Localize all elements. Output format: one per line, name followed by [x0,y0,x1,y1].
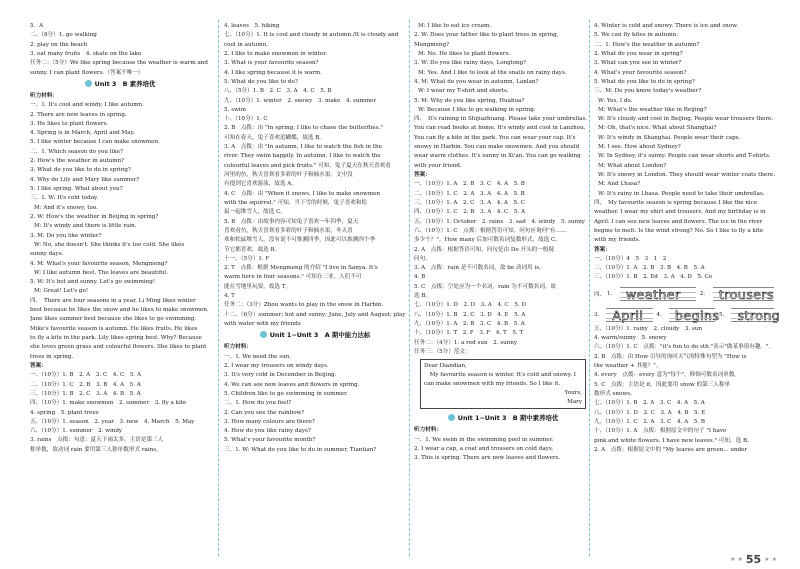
answer-line: 五、（10分）1. October 2. rains 3. sad 4. windy 5. sunny [414,218,585,225]
letter-body-line: can make snowmen with my friends. So I like it. [424,381,561,388]
answer-line: 十、（10分）1. A 点拨：根据原文中的句子 "I have [594,428,727,435]
handwriting-row [594,284,778,304]
star-icon: ★ [764,556,770,563]
answer-line: 3. What is your favourite season? [224,60,319,67]
handwritten-answer: strong [737,307,781,323]
answer-line: Mike's favourite season is autumn. He likes fruits. He likes [30,325,198,332]
answer-line: M: Great! Let's go! [34,288,89,295]
answer-line: 4. warm/sunny 5. snowy [594,335,667,342]
answer-line: sunny. I can plant flowers.（答案不唯一） [30,69,144,76]
answer-line: 十二、（6分）summer; hot and sunny; June, July and August; play [224,311,406,318]
answer-line: 2. There are new leaves in spring. [30,111,127,118]
answer-line: 2. I wear a cap, a coat and trousers on cold days. [414,445,554,452]
answer-line: Mengmeng? [414,41,450,48]
answer-line: W: I like autumn best. The leaves are beautiful. [34,269,169,276]
answer-line: 七、（10分）1. D 2. D 3. A 4. C 5. D [414,302,527,309]
answer-line: 3. What can you see in winter? [594,60,682,67]
handwritten-answer: begins [674,307,720,323]
answer-line: 一、（10分）4 5 3 1 2 [594,255,667,262]
handwritten-answer: trousers [718,286,775,302]
answer-line: 四、（10分）1. make snowmen 2. summer 3. fly a kite [30,400,187,407]
answer-line: 任务三：（5分）范文： [414,348,471,355]
answer-line: 2. A 点拨：根据答语可知，问句是由 Do 开头的一般疑 [414,246,555,253]
answer-line: 4. every 点拨：every 意为"每个"，修饰可数名词单数。 [594,372,740,379]
answer-line: river. They swim happily. In autumn, I like to watch the [224,153,381,160]
answer-line: Jane likes summer best because she likes to go swimming. [30,316,197,323]
answer-line: 一、1. We swim in the swimming pool in summer. [414,436,554,443]
answer-line: 二、1. Which season do you like? [30,148,124,155]
answer-line: 四、 It's raining in Shijiazhuang. Please take your umbrellas. [414,116,588,123]
answer-line: cool in autumn. [224,41,269,48]
answer-line: 2. I like to make snowmen in winter. [224,50,328,57]
answer-line: 4. spring 5. plant trees [30,409,99,416]
page-number [729,553,778,566]
answer-line: W: It's windy in Shanghai. People wear their caps. [598,134,741,141]
answer-line: 多少个？"，How many 后加可数名词复数形式，故选 C。 [414,237,561,244]
answer-line: 十、（10分）1. C [224,116,268,123]
answer-line: with water with my friends [224,321,301,327]
answer-line: 五、（10分）1. season 2. year 3. new 4. March 5. May [30,418,195,425]
col4-block-b [594,325,778,455]
bullet-icon [448,414,455,421]
col4-block-a [594,22,778,283]
answer-line: 八、（10分）1. D 2. C 3. A 4. B 5. E [594,409,706,416]
answer-line: warm here in four seasons." 可知在三亚，人们不可 [224,274,362,281]
answer-line: 数形式 snows。 [594,390,636,397]
handwritten-answer: weather [625,286,681,302]
answer-line: W: No, she doesn't. She thinks it's too cold. She likes [34,241,185,248]
answer-line: 2. B 点拨：由 "In spring, I like to chase the butterflies." [224,125,383,132]
col2-block-a [224,22,406,329]
answer-line: 4. C 点拨：由 "When it snows, I like to make snowmen [224,190,381,197]
answer-line: 三、（10分）1. A 2. C 3. A 4. A 5. C [414,199,525,206]
answer-line: 3. He likes to plant flowers. [30,120,109,127]
answer-line: the weather + 其他？"。 [594,363,662,369]
answer-line: 二、1. How do you feel? [224,400,292,407]
answer-line: 5．A [30,23,44,29]
answer-line: 4. How do you like rainy days? [224,428,311,435]
answer-line: 三、（10分）1. B 2. Ed 3. A 4. D 5. Ce [594,274,713,281]
handwriting-lines [606,308,652,322]
answer-line: 答案： [414,172,431,178]
answer-line: wear warm clothes. It's sunny in Xi'an. You can go walking [414,153,581,160]
answer-line: 4. What's your favourite season? [594,69,687,76]
question-number: 3. [594,311,600,318]
answer-line: M: And it's snowy, too. [34,204,98,211]
answer-line: 3. M: Do you like winter? [30,232,102,239]
answer-line: 六、（10分）1. C 点拨："it's fun to do sth."表示"做某事很有趣。"。 [594,344,775,351]
column-4 [594,22,781,455]
answer-line: April. I can see new leaves and flowers. The ice in the river [594,218,763,225]
answer-line: 5. We can fly kites in autumn. [594,32,679,39]
answer-line: 三、1. W: What do you like to do in summer, Tiantian? [224,446,377,453]
answer-line: 3. eat many fruits 4. skate on the lake [30,50,142,57]
answer-line: 一、1. It's cool and windy. I like autumn. [30,102,144,109]
answer-line: 5. Children like to go swimming in summer. [224,390,348,397]
column-divider [218,20,219,556]
answer-line: 七、（10分）1. It is cool and cloudy in autumn./It is cloudy and [224,32,399,39]
answer-line: 四、 My favourite season is spring because I like the nice [594,199,758,206]
answer-line: 六、（10分）1. C 点拨：根据答语可知，问句应询问"有…… [414,227,567,234]
answer-line: 听力材料： [414,427,442,434]
handwriting-lines [731,307,781,323]
answer-line: 4. M: What's your favourite season, Mengmeng? [30,260,168,267]
answer-line: 2. I wear my trousers on windy days. [224,362,329,369]
answer-line: 选 B。 [414,293,432,300]
answer-line: 三、（10分）1. B 2. C 3. A 4. B 5. A [30,390,141,397]
star-icon: ★ [737,556,743,563]
answer-line: 三、M: Do you know today's weather? [594,88,702,95]
answer-line: 5. C 点拨：空处应为一个名词，rain 为不可数名词，故 [414,283,557,290]
answer-line: 答案： [594,246,611,253]
handwriting-lines [669,307,720,323]
answer-line: 5. swim [224,106,246,113]
answer-line: weather. I wear my shirt and trousers. And my birthday is in [594,209,766,216]
answer-line: 八、（5分）1. B 2. C 3. A 4. C 5. B [224,88,332,95]
answer-line: 4. I like spring because it is warm. [224,69,323,76]
answer-line: colourful leaves and pick fruits." 可知，兔子夏天在秋天喜欢看 [224,162,391,169]
answer-line: 节它都喜欢，故选 B。 [224,246,281,253]
answer-line: M: Oh, that's nice. What about Shanghai? [598,125,717,132]
answer-line: 2. T 点拨：根据 Mengmeng 的介绍 "I live in Sanya. It's [224,265,378,272]
answer-line: 5. C 点拨：主语是 it，因此要用 snow 的第三人称单 [594,381,731,388]
answer-line: M: What's the weather like in Beijing? [598,106,707,113]
answer-line: M: Yes. And I like to look at the snails on rainy days. [418,69,567,76]
answer-line: 五、（10分）1. rainy 2. cloudy 3. sun [594,325,703,332]
handwritten-answer: April [612,307,644,323]
section-title [30,78,210,92]
answer-line: M: It's windy and there is little rain. [34,223,137,230]
column-1 [30,22,210,455]
page-number-text: 55 [745,553,762,566]
answer-line: 二、（10分）1. C 2. A 3. A 4. A 5. B [414,190,525,197]
answer-line: with my friends. [594,237,641,244]
answer-line: 5. M: Why do you like spring, Huahua? [414,97,525,104]
answer-line: 2. How's the weather in autumn? [30,158,125,165]
handwriting-lines [620,287,696,301]
answer-line: W: It's rainy in Lhasa. People need to take their umbrellas. [598,190,765,197]
answer-line: M: And Lhasa? [598,181,641,188]
answer-line: 任务二：（4分）1. a red sun 2. sunny [414,339,518,346]
model-letter-box [420,359,586,409]
col2-block-b [224,343,406,455]
answer-line: best because he likes the snow and he likes to make snowmen. [30,307,209,314]
column-3 [414,22,592,464]
answer-line: 2. play on the beach [30,41,88,48]
answer-line: 4. Winter is cold and snowy. There is ice and snow. [594,23,739,29]
answer-line: 鼠一起堆雪人，故选 C。 [224,209,286,216]
section-title-text: Unit 1~Unit 3 A 期中能力达标 [269,331,371,340]
answer-line: begins to melt. Is the wind strong? No. So I like to fly a kite [594,227,764,234]
answer-line: W: In Sydney, it's sunny. People can wear shorts and T-shirts. [598,153,771,160]
answer-line: 5. I like winter because I can make snowmen. [30,139,160,146]
answer-line: 喜欢看鱼，秋天喜欢看多彩的叶子和摘水果，冬天喜 [224,227,353,234]
answer-line: 一、（10分）1. A 2. B 3. C 4. A 5. B [414,181,525,188]
answer-line: 一、1. We need the sun. [224,353,292,360]
answer-line: 任务二：（3分）Zhou wants to play in the snow in Harbin. [224,302,384,309]
col3-block-b [414,426,592,463]
letter-signature: Mary [567,399,582,406]
answer-line: 2. Can you see the rainbow? [224,409,305,416]
answer-line: 能在雪地里玩耍，故选 T。 [224,283,292,290]
answer-line: 4. B [414,274,426,281]
answer-line: 2. A 点拨：根据原文中的 "My leaves are green... under [594,446,748,453]
answer-line: You can fly a kite in the park. You can wear your cap. It's [414,134,576,141]
answer-line: 2. What do you wear in spring? [594,50,683,57]
answer-line: 5. What's your favourite month? [224,437,316,444]
answer-line: snowy in Harbin. You can make snowmen. And you should [414,144,580,151]
answer-line: M: I like to eat ice cream. [418,23,492,29]
answer-line: 十一、（5分）1. F [224,255,270,262]
letter-body-line: My favourite season is winter. It's cold and snowy. I [424,372,576,379]
section-title [414,412,592,426]
answer-line: 4. Why do Lily and Mary like summer? [30,176,140,183]
letter-closing: Yours, [564,390,582,397]
section-title [224,329,406,343]
answer-line: 任务二：（5分）We like spring because the weather is warm and [30,60,208,67]
col3-block-a [414,22,592,357]
answer-line: M: No. He likes to plant flowers. [418,50,511,57]
answer-line: 十、（10分）1. T 2. F 3. F 4. T 5. T [414,330,524,337]
answer-line: 3. rains 点拨：句意：夏天下雨太多。主语是第三人 [30,437,164,444]
answer-line: 3. A 点拨：rain 是不可数名词，故 be 动词用 is。 [414,265,545,272]
question-number: 2. [699,290,706,297]
answer-line: 二、1. How's the weather in autumn? [594,41,700,48]
answer-line: 八、（10分）1. B 2. C 3. D 4. E 5. A [414,311,526,318]
answer-line: 三、1. W: It's cold today. [30,195,99,202]
question-number: 5. [719,311,725,318]
answer-line: 可知在春天，兔子喜欢追蝴蝶，故选 B。 [224,134,325,141]
answer-line: 二、（10分）1. A 2. B 3. B 4. B 5. A [594,265,705,272]
answer-line: 有提到它喜欢游泳，故选 A。 [224,181,297,188]
question-number: 1. [606,290,613,297]
answer-line: 四、（10分）1. C 2. B 3. A 4. C 5. A [414,209,525,216]
answer-line: 3. W: Do you like rainy days, Longlong? [414,60,527,67]
letter-greeting: Dear Diandian, [424,363,467,370]
answer-line: 5. B 点拨：由故事内容可知兔子喜欢一年四季，夏天 [224,218,359,225]
answer-line: W: I wear my T-shirt and shorts. [418,88,509,95]
answer-line: 2. W: How's the weather in Beijing in spring? [30,213,159,220]
answer-line: with the squirrel." 可知，当下雪的时候，兔子喜欢和松 [224,199,368,206]
answer-line: with your friend. [414,162,462,169]
answer-line: W: Because I like to go walking in spring. [418,106,536,113]
answer-line: M: I see. How about Sydney? [598,144,681,151]
question-number: 四、 [594,291,606,298]
handwriting-row [594,305,781,325]
answer-line: 5. What do you like to do? [224,78,298,85]
answer-line: 4. leaves 5. hiking [224,23,280,29]
answer-line: 3. This is spring. There are new leaves and flowers. [414,455,561,462]
answer-line: 听力材料： [30,92,58,99]
answer-line: 3. A 点拨：由 "In autumn, I like to watch the fish in the [224,144,382,151]
answer-line: 九、（10分）1. C 2. A 3. C 4. A 5. B [594,418,705,425]
answer-line: 四、 There are four seasons in a year. Li Ming likes winter [30,297,196,304]
answer-line: 答案： [30,362,47,369]
handwriting-lines [713,287,774,301]
answer-line: 4. We can see new leaves and flowers in spring. [224,381,360,388]
answer-line: 听力材料： [224,344,252,351]
answer-line: 3. What do you like to do in spring? [30,167,131,174]
answer-line: 4. T [224,293,235,300]
answer-line: 河里的鱼，秋天喜欢看多彩的叶子和摘水果。文中没 [224,172,353,178]
answer-line: W: It's cloudy and cool in Beijing. People wear trousers there. [598,116,774,123]
question-number: 4. [656,311,662,318]
answer-line: 5. What do you like to do in spring? [594,78,695,85]
column-divider [409,20,410,556]
answer-line: 3. It's very cold in December in Beijing. [224,372,337,379]
answer-line: W: Yes, I do. [598,97,633,104]
answer-line: M: What about London? [598,162,667,169]
answer-line: You can read books at home. It's windy and cool in Lanzhou. [414,125,586,132]
answer-line: 问句。 [414,255,431,262]
star-icon: ★ [730,556,736,563]
col1-block-b [30,92,210,455]
answer-line: to fly a kite in the park. Lily likes spring best. Why? Because [30,335,202,341]
answer-line: 欢和松鼠堆雪人，没有说不可推测四季，因此可以推测四个季 [224,237,376,244]
answer-line: 二、（8分）1. go walking [30,32,97,39]
col1-block-a [30,22,210,78]
answer-line: she loves green grass and colourful flowers. She likes to plant [30,344,207,351]
answer-line: 一、（10分）1. B 2. A 3. C 4. C 5. A [30,372,141,379]
answer-line: 3. How many colours are there? [224,418,315,425]
answer-line: 七、（10分）1. B 2. A 3. C 4. A 5. A [594,400,705,407]
answer-line: W: It's snowy in London. They should wear winter coats there. [598,172,776,178]
bullet-icon [85,80,92,87]
answer-line: 5. I like spring. What about you? [30,186,123,192]
column-2 [224,22,406,455]
answer-line: sunny days. [30,251,64,258]
answer-line: trees in spring. [30,353,74,360]
answer-line: pink and white flowers. I have new leaves." 可知，选 B。 [594,437,753,444]
answer-line: 称单数，故动词 rain 要用第三人称单数形式 rains。 [30,446,162,453]
answer-line: 4. Spring is in March, April and May. [30,130,135,137]
answer-line: 4. M: What do you wear in autumn, Lanlan? [414,78,539,85]
answer-line: 2. W: Does your father like to plant trees in spring, [414,32,559,39]
bullet-icon [260,331,267,338]
answer-line: 2. B 点拨：由 How 引导的询问天气的特殊句型为 "How is [594,353,747,360]
answer-line: 二、（10分）1. C 2. B 3. B 4. A 5. A [30,381,141,388]
section-title-text: Unit 1~Unit 3 B 期中素养培优 [457,414,559,423]
answer-line: 六、（10分）1. summer 2. windy [30,428,123,435]
answer-line: 九、（10分）1. A 2. B 3. C 4. B 5. A [414,321,525,327]
section-title-text: Unit 3 B 素养培优 [94,79,156,88]
answer-line: 九、（10分）1. winter 2. snowy 3. make 4. summer [224,97,377,104]
answer-line: 5. W: It's hot and sunny. Let's go swimming! [30,279,156,286]
star-icon: ★ [771,556,777,563]
